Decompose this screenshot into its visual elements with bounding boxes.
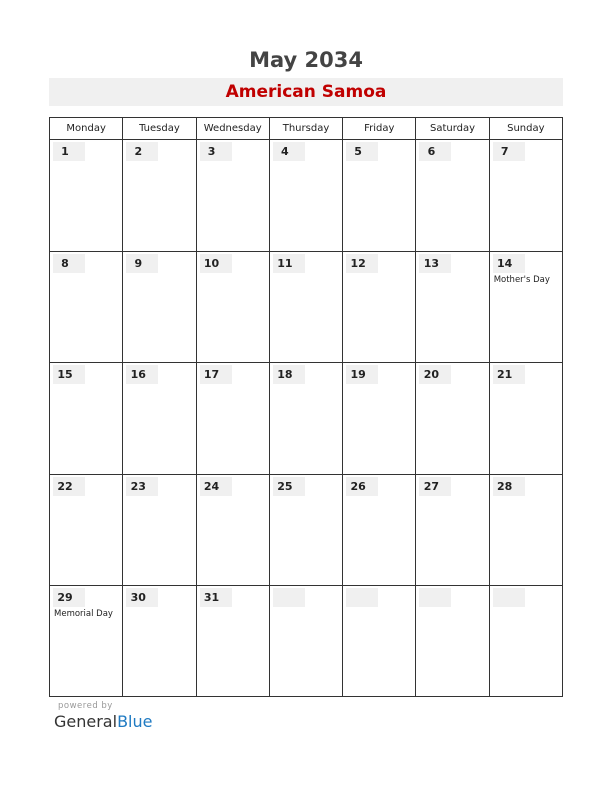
day-cell[interactable] <box>50 251 123 363</box>
date-box <box>200 477 232 496</box>
weekday-header: Sunday <box>507 123 545 134</box>
day-cell[interactable] <box>343 474 416 586</box>
day-cell[interactable] <box>270 139 343 251</box>
date-box <box>346 588 378 607</box>
day-cell[interactable] <box>270 474 343 586</box>
date-box <box>53 477 85 496</box>
date-number: 4 <box>281 145 289 158</box>
date-number: 17 <box>203 368 220 382</box>
day-cell[interactable] <box>123 251 196 363</box>
day-cell[interactable] <box>197 474 270 586</box>
date-number: 24 <box>203 479 220 493</box>
day-cell[interactable] <box>50 362 123 474</box>
date-box <box>273 254 305 273</box>
day-cell[interactable] <box>197 585 270 697</box>
day-cell[interactable] <box>343 139 416 251</box>
date-box <box>346 254 378 273</box>
date-box <box>53 142 85 161</box>
date-box <box>493 365 525 384</box>
date-box <box>273 477 305 496</box>
day-cell[interactable] <box>343 362 416 474</box>
day-cell[interactable] <box>123 362 196 474</box>
date-number: 15 <box>57 368 73 382</box>
date-number: 14 <box>497 256 513 270</box>
week-row <box>50 474 562 587</box>
day-cell[interactable] <box>123 585 196 697</box>
date-number: 21 <box>497 368 513 382</box>
day-cell[interactable] <box>490 474 562 586</box>
date-box <box>273 142 305 161</box>
date-box <box>126 142 158 161</box>
week-row <box>50 362 562 475</box>
date-box <box>419 477 451 496</box>
day-cell[interactable] <box>490 139 562 251</box>
date-number: 30 <box>130 591 146 605</box>
date-number: 26 <box>350 479 366 493</box>
day-cell[interactable] <box>416 474 489 586</box>
date-box <box>419 365 451 384</box>
day-cell[interactable] <box>123 139 196 251</box>
date-box <box>200 588 232 607</box>
date-number: 19 <box>350 368 366 382</box>
date-number: 23 <box>130 479 146 493</box>
powered-by-text: powered by <box>58 701 113 711</box>
date-number: 11 <box>277 256 293 270</box>
day-cell[interactable] <box>490 251 562 363</box>
date-number: 10 <box>203 256 220 270</box>
date-box <box>126 254 158 273</box>
generalblue-logo[interactable] <box>54 712 152 731</box>
date-box <box>200 365 232 384</box>
date-number: 3 <box>207 145 216 158</box>
week-row <box>50 251 562 364</box>
date-box <box>126 477 158 496</box>
page-title: May 2034 <box>249 48 363 72</box>
date-box <box>493 477 525 496</box>
day-cell[interactable] <box>50 139 123 251</box>
date-box <box>346 365 378 384</box>
date-number: 5 <box>354 145 362 158</box>
day-cell[interactable] <box>270 585 343 697</box>
holiday-label: Mother's Day <box>493 274 550 285</box>
date-box <box>200 254 232 273</box>
date-number: 6 <box>427 145 436 158</box>
date-box <box>273 588 305 607</box>
date-number: 18 <box>277 368 293 382</box>
date-box <box>126 588 158 607</box>
date-box <box>493 142 525 161</box>
calendar-grid <box>49 117 563 697</box>
brand-blue: Blue <box>117 712 153 731</box>
date-number: 20 <box>423 368 440 382</box>
weekday-header: Friday <box>343 118 416 139</box>
day-cell[interactable] <box>270 251 343 363</box>
date-box <box>53 254 85 273</box>
day-cell[interactable] <box>416 139 489 251</box>
day-cell[interactable] <box>343 251 416 363</box>
day-cell[interactable] <box>490 585 562 697</box>
date-number: 7 <box>500 145 509 158</box>
date-number: 29 <box>57 591 73 605</box>
date-number: 28 <box>497 479 513 493</box>
day-cell[interactable] <box>416 251 489 363</box>
weekday-header: Tuesday <box>123 118 196 139</box>
weekday-header: Monday <box>50 118 123 139</box>
date-number: 12 <box>350 256 366 270</box>
weekday-header: Saturday <box>416 118 489 139</box>
date-box <box>200 142 232 161</box>
date-box <box>493 254 525 273</box>
date-number: 27 <box>423 479 440 493</box>
day-cell[interactable] <box>50 474 123 586</box>
date-number: 1 <box>61 145 69 158</box>
day-cell[interactable] <box>343 585 416 697</box>
date-box <box>419 142 451 161</box>
date-box <box>419 254 451 273</box>
day-cell[interactable] <box>50 585 123 697</box>
date-box <box>273 365 305 384</box>
weekday-header: Wednesday <box>197 118 270 139</box>
day-cell[interactable] <box>197 251 270 363</box>
date-number: 2 <box>134 145 143 158</box>
date-box <box>126 365 158 384</box>
day-cell[interactable] <box>416 585 489 697</box>
day-cell[interactable] <box>197 362 270 474</box>
date-box <box>419 588 451 607</box>
region-label: American Samoa <box>225 82 387 102</box>
date-box <box>493 588 525 607</box>
date-number: 22 <box>57 479 73 493</box>
date-number: 31 <box>203 591 220 605</box>
weekday-header-row <box>50 118 562 140</box>
date-number: 25 <box>277 479 293 493</box>
date-number: 8 <box>61 256 69 270</box>
day-cell[interactable] <box>123 474 196 586</box>
day-cell[interactable] <box>270 362 343 474</box>
date-box <box>53 365 85 384</box>
brand-general: General <box>54 712 118 731</box>
date-number: 16 <box>130 368 146 382</box>
day-cell[interactable] <box>490 362 562 474</box>
date-number: 9 <box>134 256 143 270</box>
region-bar <box>49 78 563 106</box>
weekday-header: Thursday <box>270 118 343 139</box>
date-box <box>53 588 85 607</box>
week-row <box>50 139 562 252</box>
week-row <box>50 585 562 697</box>
date-box <box>346 142 378 161</box>
day-cell[interactable] <box>197 139 270 251</box>
holiday-label: Memorial Day <box>54 609 113 620</box>
day-cell[interactable] <box>416 362 489 474</box>
date-box <box>346 477 378 496</box>
date-number: 13 <box>423 256 440 270</box>
